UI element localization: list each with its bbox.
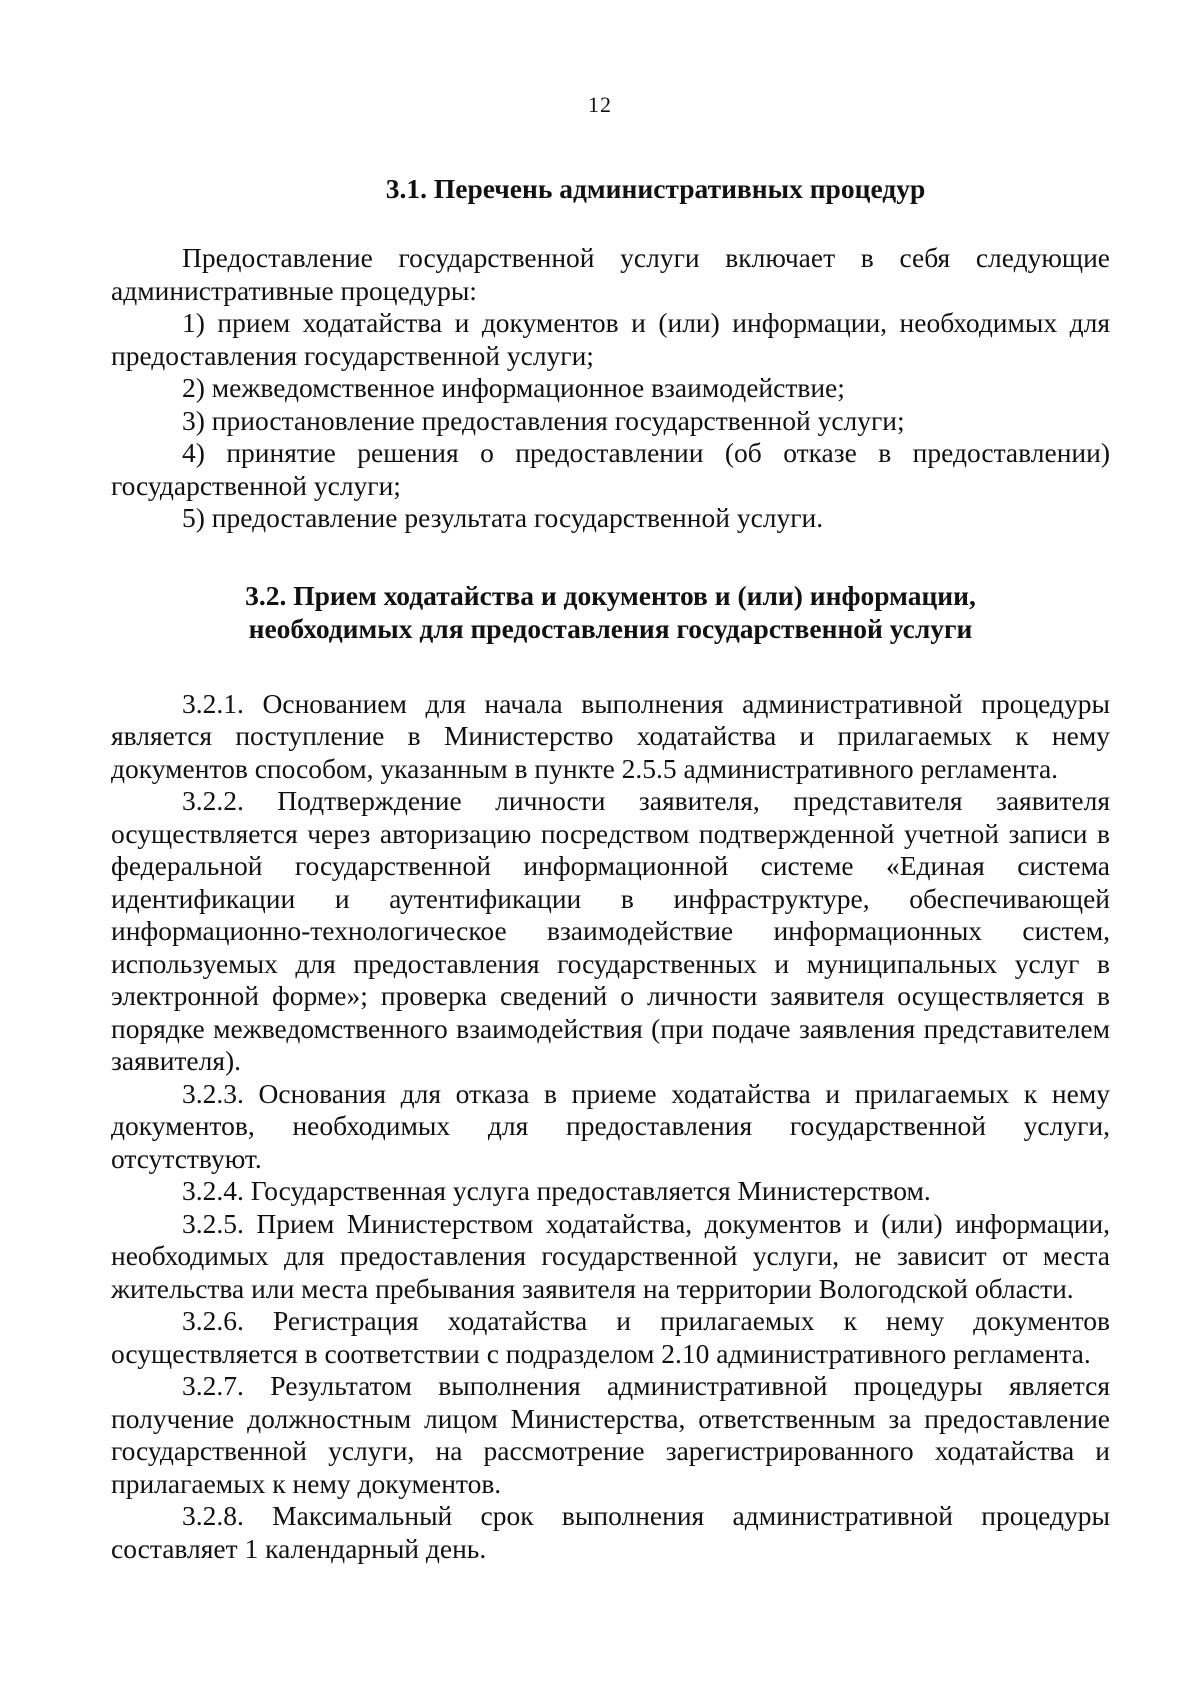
paragraph-3-2-6: 3.2.6. Регистрация ходатайства и прилагаемых к нему документов осуществляется в соответствии с подразделом 2.10 административного регламента. [111,1305,1110,1369]
document-body [111,172,1110,1565]
list-item-4: 4) принятие решения о предоставлении (об отказе в предоставлении) государственной услуги; [111,437,1110,501]
page-number: 12 [588,92,612,117]
paragraph-3-2-7: 3.2.7. Результатом выполнения административной процедуры является получение должностным лицом Министерства, ответственным за предоставление государственной услуги, на рассмотрение зарегистрированного ходатайства и прилагаемых к нему документов. [111,1370,1110,1499]
section-3-2-body [111,688,1110,1566]
paragraph-3-2-4: 3.2.4. Государственная услуга предоставляется Министерством. [182,1175,931,1206]
section-3-2-title-line-1: 3.2. Прием ходатайства и документов и (или) информации, [245,579,976,611]
section-3-2-title [111,579,1110,645]
list-item-1: 1) прием ходатайства и документов и (или) информации, необходимых для предоставления государственной услуги; [111,307,1110,371]
paragraph-3-2-8: 3.2.8. Максимальный срок выполнения административной процедуры составляет 1 календарный день. [111,1500,1110,1564]
list-item-2: 2) межведомственное информационное взаимодействие; [182,372,845,403]
paragraph-3-2-5: 3.2.5. Прием Министерством ходатайства, документов и (или) информации, необходимых для предоставления государственной услуги, не зависит от места жительства или места пребывания заявителя на территории Вологодской области. [111,1207,1110,1304]
paragraph-3-2-2: 3.2.2. Подтверждение личности заявителя, представителя заявителя осуществляется через авторизацию посредством подтвержденной учетной записи в федеральной государственной информационной системе «Единая система идентификации и аутентификации в инфраструктуре, обеспечивающей информационно-технологическое взаимодействие информационных систем, используемых для предоставления государственных и муниципальных услуг в электронной форме»; проверка сведений о личности заявителя осуществляется в порядке межведомственного взаимодействия (при подаче заявления представителем заявителя). [111,785,1110,1076]
paragraph-3-2-1: 3.2.1. Основанием для начала выполнения административной процедуры является поступление в Министерство ходатайства и прилагаемых к нему документов способом, указанным в пункте 2.5.5 административного регламента. [111,687,1110,784]
list-item-3: 3) приостановление предоставления государственной услуги; [182,404,905,436]
paragraph-intro: Предоставление государственной услуги включает в себя следующие административные процедуры: [111,242,1110,306]
section-3-2-title-line-2: необходимых для предоставления государственной услуги [248,612,973,644]
list-item-5: 5) предоставление результата государственной услуги. [182,502,824,533]
section-3-1-title: 3.1. Перечень административных процедур [385,173,926,204]
paragraph-3-2-3: 3.2.3. Основания для отказа в приеме ходатайства и прилагаемых к нему документов, необходимых для предоставления государственной услуги, отсутствуют. [111,1077,1110,1174]
section-3-1-body [111,242,1110,535]
